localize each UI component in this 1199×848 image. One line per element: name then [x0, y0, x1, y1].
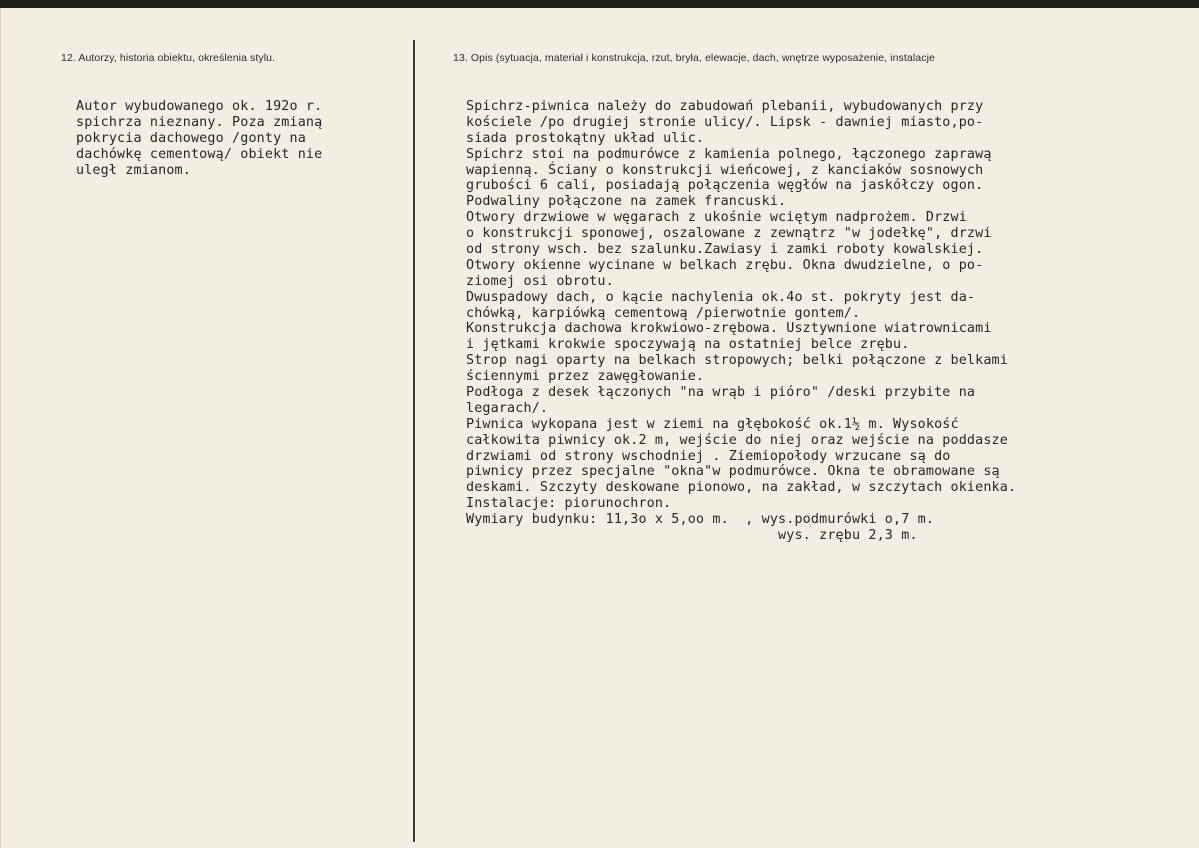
typed-line: deskami. Szczyty deskowane pionowo, na zakład, w szczytach okienka.	[466, 480, 1017, 496]
typed-line: Spichrz-piwnica należy do zabudowań plebanii, wybudowanych przy	[466, 99, 984, 114]
typed-line: ziomej osi obrotu.	[466, 273, 614, 289]
typed-line: Instalacje: piorunochron.	[466, 496, 672, 512]
typed-line: siada prostokątny układ ulic.	[466, 130, 705, 146]
top-border	[0, 0, 1199, 8]
description-text	[466, 99, 1016, 544]
typed-line: chówką, karpiówką cementową /pierwotnie gontem/.	[466, 305, 861, 321]
typed-line: Podłoga z desek łączonych "na wrąb i pióro" /deski przybite na	[466, 385, 976, 401]
column-divider	[413, 40, 415, 842]
typed-line: Podwaliny połączone na zamek francuski.	[466, 194, 787, 210]
typed-line: całkowita piwnicy ok.2 m, wejście do niej oraz wejście na poddasze	[466, 432, 1008, 448]
typed-line: o konstrukcji sponowej, oszalowane z zewnątrz "w jodełkę", drzwi	[466, 226, 992, 242]
record-card	[0, 8, 1199, 848]
typed-line: pokrycia dachowego /gonty na	[76, 130, 306, 146]
typed-line: wapienną. Ściany o konstrukcji wieńcowej, z kanciaków sosnowych	[466, 162, 984, 178]
typed-line: Otwory drzwiowe w węgarach z ukośnie wciętym nadprożem. Drzwi	[466, 210, 967, 226]
typed-line: Spichrz stoi na podmurówce z kamienia polnego, łączonego zaprawą	[466, 146, 992, 162]
typed-line: ściennymi przez zawęgłowanie.	[466, 369, 705, 385]
typed-line: uległ zmianom.	[76, 162, 191, 178]
typed-line: Konstrukcja dachowa krokwiowo-zrębowa. Usztywnione wiatrownicami	[466, 321, 992, 337]
typed-line: Autor wybudowanego ok. 192o r.	[76, 99, 323, 114]
typed-line: Piwnica wykopana jest w ziemi na głębokość ok.1½ m. Wysokość	[466, 416, 959, 432]
typed-line: drzwiami od strony wschodniej . Ziemiopołody wrzucane są do	[466, 448, 951, 464]
typed-line: od strony wsch. bez szalunku.Zawiasy i zamki roboty kowalskiej.	[466, 242, 984, 258]
typed-line: legarach/.	[466, 400, 549, 416]
typed-line: Wymiary budynku: 11,3o x 5,oo m. , wys.podmurówki o,7 m.	[466, 512, 935, 528]
typed-line: Strop nagi oparty na belkach stropowych; belki połączone z belkami	[466, 353, 1008, 369]
section-13-header: 13. Opis (sytuacja, materiał i konstrukcja, rzut, bryła, elewacje, dach, wnętrze wyposażenie, instalacje	[453, 52, 935, 64]
typed-line: grubości 6 cali, posiadają połączenia węgłów na jaskółczy ogon.	[466, 178, 984, 194]
authors-history-text	[76, 99, 322, 178]
typed-line: piwnicy przez specjalne "okna"w podmurówce. Okna te obramowane są	[466, 464, 1000, 480]
typed-line: wys. zrębu 2,3 m.	[466, 528, 918, 544]
typed-line: kościele /po drugiej stronie ulicy/. Lipsk - dawniej miasto,po-	[466, 114, 984, 130]
typed-line: Dwuspadowy dach, o kącie nachylenia ok.4o st. pokryty jest da-	[466, 289, 976, 305]
typed-line: i jętkami krokwie spoczywają na ostatniej belce zrębu.	[466, 337, 910, 353]
section-12-header: 12. Autorzy, historia obiektu, określenia stylu.	[61, 52, 276, 64]
typed-line: Otwory okienne wycinane w belkach zrębu. Okna dwudzielne, o po-	[466, 257, 984, 273]
typed-line: dachówkę cementową/ obiekt nie	[76, 146, 323, 162]
typed-line: spichrza nieznany. Poza zmianą	[76, 114, 323, 130]
